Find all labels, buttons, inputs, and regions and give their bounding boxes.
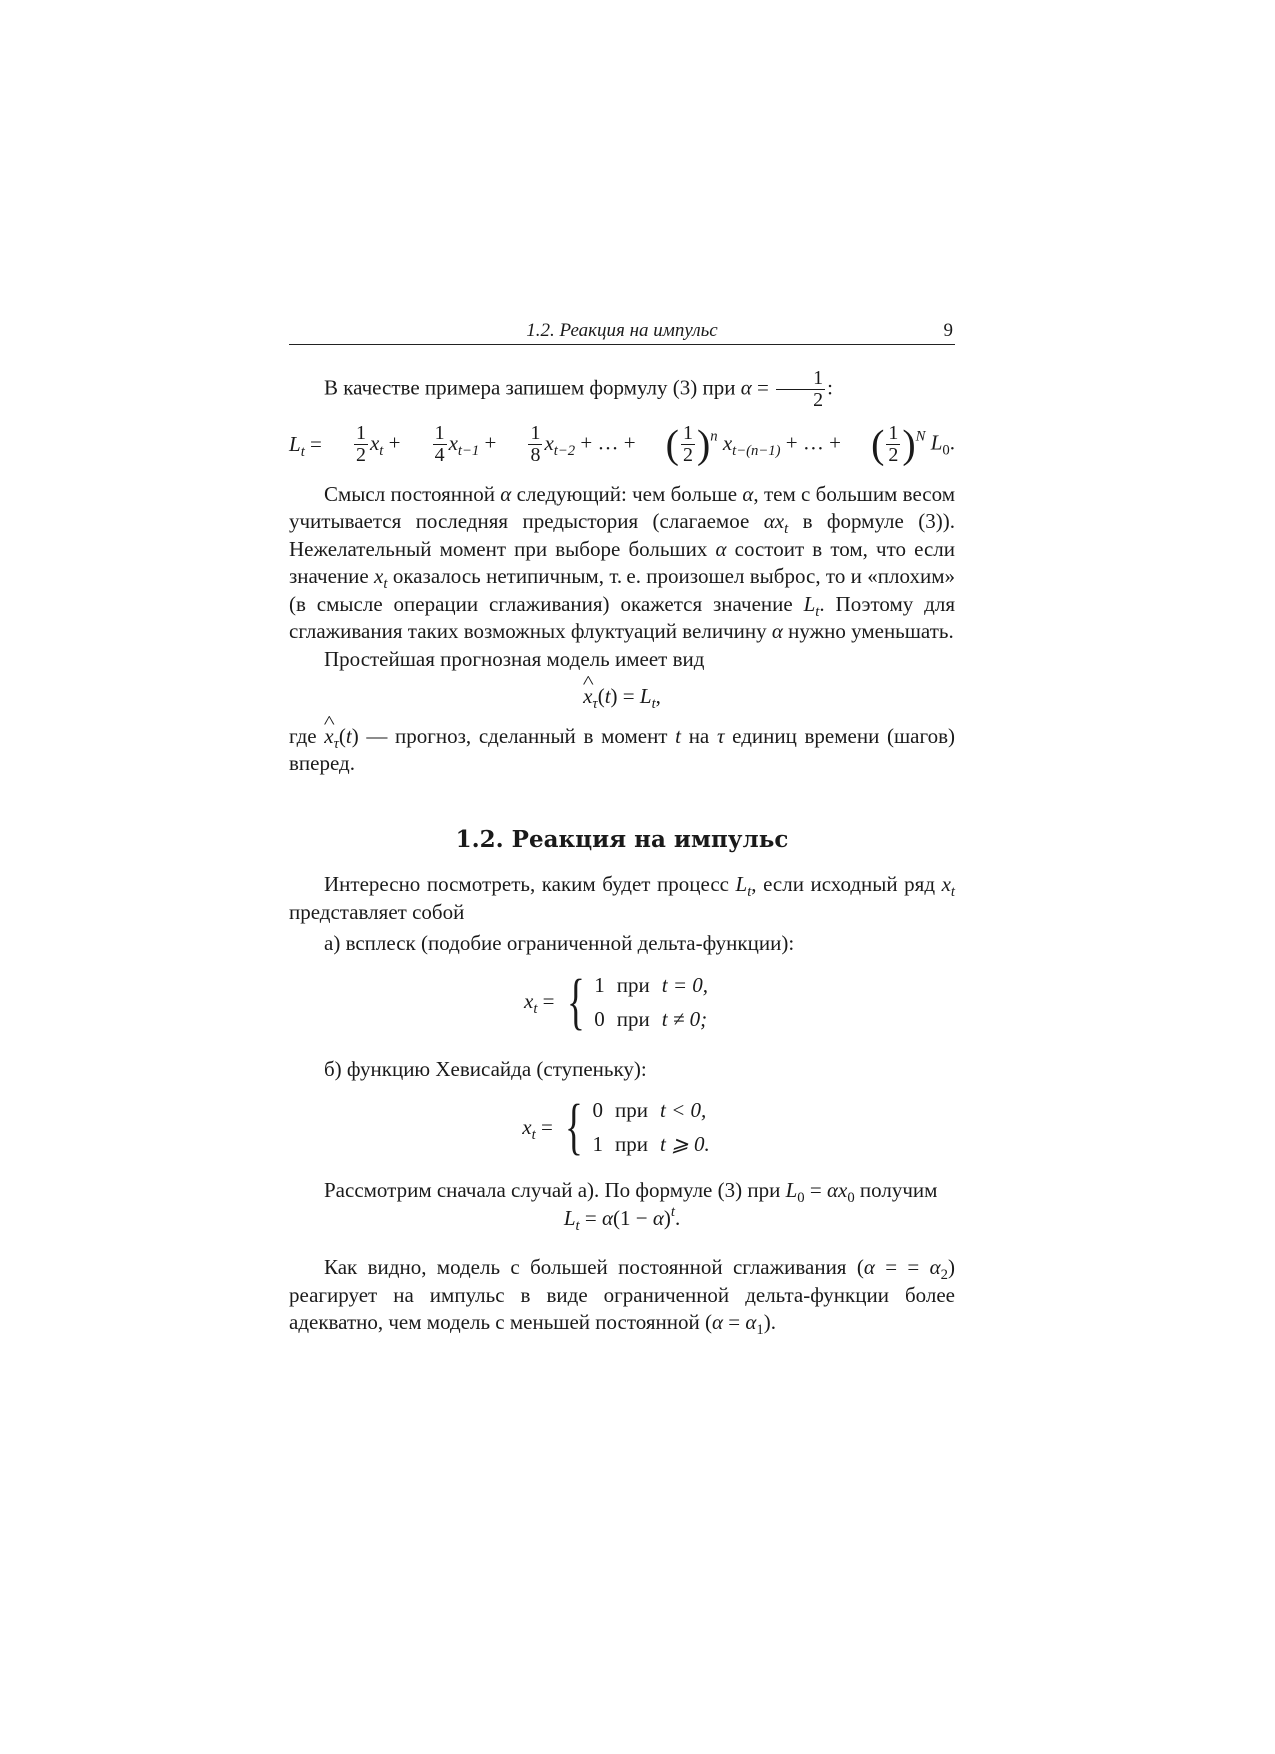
case-b-row1-val: 0 <box>592 1098 604 1123</box>
paragraph-case-a: Рассмотрим сначала случай а). По формуле (3) при $L_0 = \alpha x_0$ получим <box>324 1178 938 1207</box>
case-b-row1-cond: t < 0, <box>660 1098 707 1123</box>
paragraph-forecast-def: где ^ $x_\tau(t)$ — прогноз, сделанный в момент t на τ единиц времени (шагов) вперед. <box>289 723 955 778</box>
case-a-row2-cond: t ≠ 0; <box>661 1006 708 1031</box>
paragraph-conclusion: Как видно, модель с большей постоянной сглаживания (α = = $\alpha_2$) реагирует на импульс в виде ограниченной дельта-функции более адекватно, чем модель с меньшей постоянной $(\alpha = \alpha_1)$. <box>289 1255 955 1339</box>
case-b-row2-val: 1 <box>592 1132 604 1157</box>
case-a-row1-pri: при <box>616 972 650 997</box>
case-b-row2-cond: t ⩾ 0. <box>660 1132 710 1157</box>
case-a-row2-val: 0 <box>594 1006 605 1031</box>
formula-expansion: $L_t$ = $\frac{1}{2}$ $x_t$ + $\frac{1}{4}$ $x_{t-1}$ + $\frac{1}{8}$ $x_{t-2}$ + … + ( $\frac{1}{2}$ )$^n$ $x_{t-(n-1)}$ + … + ( $\frac{1}{2}$ )$^N$ $L_0$. <box>289 421 955 467</box>
header-title: 1.2. Реакция на импульс <box>526 320 718 341</box>
paragraph-simple-model: Простейшая прогнозная модель имеет вид <box>324 646 705 671</box>
formula-cases-a: $x_t$ = { 1 при t = 0, 0 при t ≠ 0; <box>289 968 955 1036</box>
case-b-row2-pri: при <box>615 1132 649 1157</box>
section-heading: 1.2. Реакция на импульс <box>455 825 789 853</box>
paragraph-example-intro: В качестве примера запишем формулу (3) при α = $\frac{1}{2}$ : <box>324 367 833 411</box>
page-body <box>289 368 955 1337</box>
page-number: 9 <box>943 320 953 341</box>
formula-forecast: ^ $x_\tau(t) = L_t$, <box>289 683 955 711</box>
case-a-row1-val: 1 <box>594 972 605 997</box>
formula-cases-b: $x_t$ = { 0 при t < 0, 1 при t ⩾ 0. <box>289 1093 955 1161</box>
running-header <box>289 318 955 345</box>
list-item-b: б) функцию Хевисайда (ступеньку): <box>324 1056 647 1081</box>
case-a-row1-cond: t = 0, <box>661 972 709 997</box>
paragraph-impulse-intro: Интересно посмотреть, каким будет процесс $L_t$, если исходный ряд $x_t$ представляет собой <box>289 872 955 924</box>
case-b-row1-pri: при <box>615 1098 649 1123</box>
formula-response: $L_t = \alpha(1 - \alpha)^t$. <box>563 1204 681 1235</box>
list-item-a: а) всплеск (подобие ограниченной дельта-функции): <box>324 931 795 956</box>
paragraph-alpha-meaning: Смысл постоянной α следующий: чем больше α, тем с большим весом учитывается последняя предыстория (слагаемое $\alpha x_t$ в формуле (3)). Нежелательный момент при выборе больших α состоит в том, что если значение $x_t$ оказалось нетипичным, т. е. произошел выброс, то и «плохим» (в смысле операции сглаживания) окажется значение $L_t$. Поэтому для сглаживания таких возможных флуктуаций величину α нужно уменьшать. <box>289 481 956 644</box>
case-a-row2-pri: при <box>616 1006 650 1031</box>
